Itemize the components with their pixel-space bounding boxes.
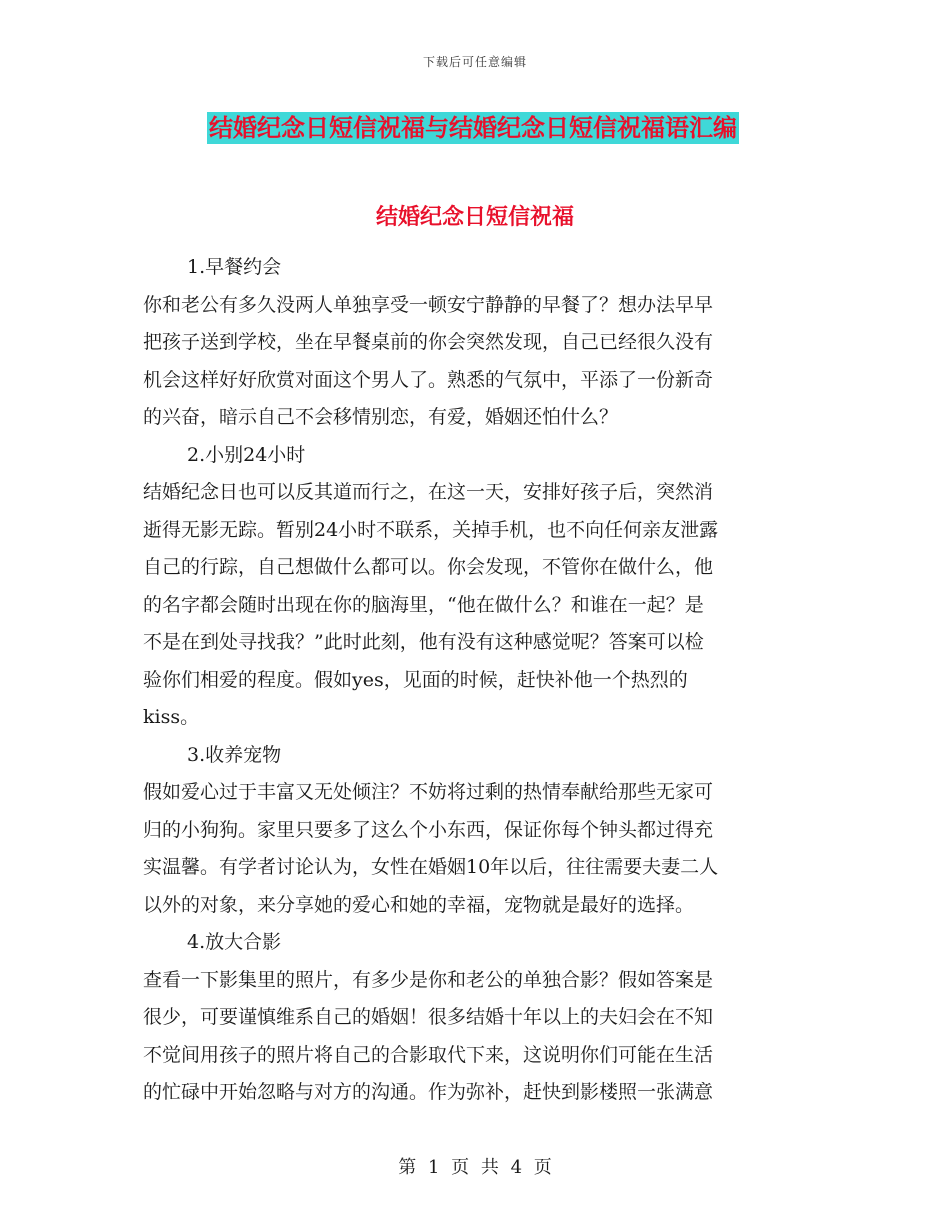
paragraph-line: 验你们相爱的程度。假如yes，见面的时候，赶快补他一个热烈的 <box>143 668 688 691</box>
paragraph-line: 假如爱心过于丰富又无处倾注？不妨将过剩的热情奉献给那些无家可 <box>143 781 714 803</box>
paragraph-line: 的名字都会随时出现在你的脑海里，“他在做什么？和谁在一起？是 <box>143 593 704 616</box>
section-heading: 2.小别24小时 <box>187 443 306 466</box>
paragraph-line: 查看一下影集里的照片，有多少是你和老公的单独合影？假如答案是 <box>143 968 714 991</box>
section-heading: 3.收养宠物 <box>187 743 282 766</box>
document-title: 结婚纪念日短信祝福与结婚纪念日短信祝福语汇编 <box>209 114 737 142</box>
document-body <box>143 249 801 1112</box>
section-heading: 1.早餐约会 <box>187 256 282 278</box>
paragraph-line: 逝得无影无踪。暂别24小时不联系，关掉手机，也不向任何亲友泄露 <box>143 518 719 541</box>
paragraph-line: 很少，可要谨慎维系自己的婚姻！很多结婚十年以上的夫妇会在不知 <box>143 1006 714 1028</box>
paragraph-line: kiss。 <box>143 706 200 728</box>
paragraph-line: 你和老公有多久没两人单独享受一顿安宁静静的早餐了？想办法早早 <box>143 293 714 316</box>
paragraph-line: 自己的行踪，自己想做什么都可以。你会发现，不管你在做什么，他 <box>143 556 714 578</box>
paragraph-line: 结婚纪念日也可以反其道而行之，在这一天，安排好孩子后，突然消 <box>143 481 714 503</box>
page-number-footer: 第 1 页 共 4 页 <box>398 1157 552 1178</box>
paragraph-line: 的兴奋，暗示自己不会移情别恋，有爱，婚姻还怕什么？ <box>143 406 619 428</box>
paragraph-line: 机会这样好好欣赏对面这个男人了。熟悉的气氛中，平添了一份新奇 <box>143 368 714 391</box>
document-title-container <box>207 112 790 144</box>
paragraph-line: 不是在到处寻找我？”此时此刻，他有没有这种感觉呢？答案可以检 <box>143 631 704 653</box>
section-heading: 4.放大合影 <box>187 931 282 953</box>
paragraph-line: 把孩子送到学校，坐在早餐桌前的你会突然发现，自己已经很久没有 <box>143 331 714 353</box>
section-title: 结婚纪念日短信祝福 <box>375 205 574 230</box>
paragraph-line: 实温馨。有学者讨论认为，女性在婚姻10年以后，往往需要夫妻二人 <box>143 856 719 878</box>
paragraph-line: 以外的对象，来分享她的爱心和她的幸福，宠物就是最好的选择。 <box>143 893 695 916</box>
paragraph-line: 的忙碌中开始忽略与对方的沟通。作为弥补，赶快到影楼照一张满意 <box>143 1081 714 1103</box>
page-header-note: 下载后可任意编辑 <box>422 55 527 69</box>
paragraph-line: 归的小狗狗。家里只要多了这么个小东西，保证你每个钟头都过得充 <box>143 818 714 841</box>
paragraph-line: 不觉间用孩子的照片将自己的合影取代下来，这说明你们可能在生活 <box>143 1043 714 1066</box>
